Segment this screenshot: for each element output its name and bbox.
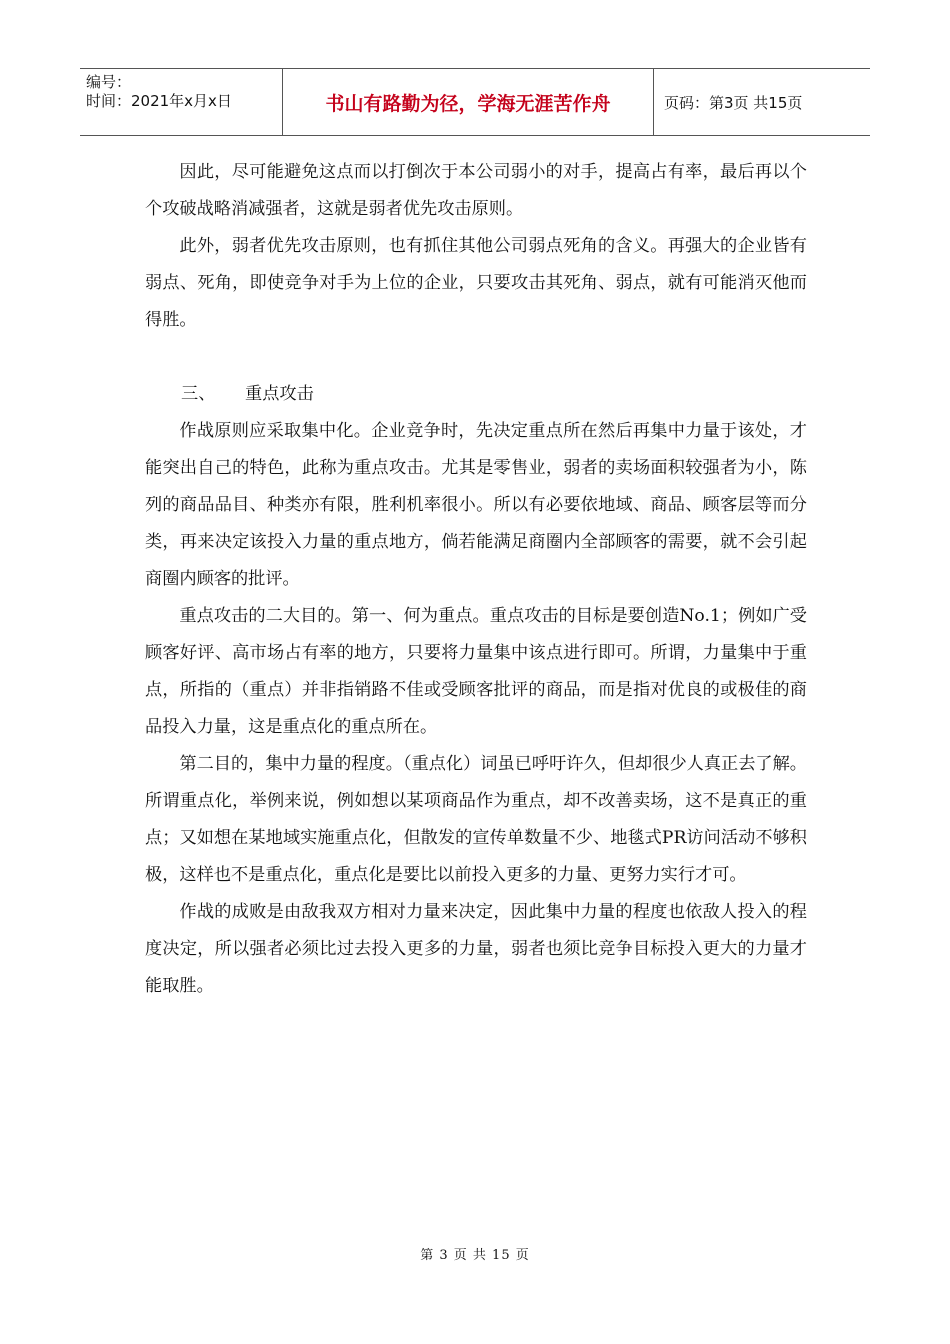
section-title: 重点攻击 — [245, 384, 314, 404]
header-page-info: 页码：第3页 共15页 — [664, 93, 803, 112]
paragraph: 第二目的，集中力量的程度。（重点化）词虽已呼吁许久，但却很少人真正去了解。所谓重点化，举例来说，例如想以某项商品作为重点，却不改善卖场，这不是真正的重点；又如想在某地域实施重点化，但散发的宣传单数量不少、地毯式PR访问活动不够积极，这样也不是重点化，重点化是要比以前投入更多的力量、更努力实行才可。 — [145, 754, 807, 885]
section-number: 三、 — [181, 384, 216, 404]
document-number-label: 编号： — [86, 73, 132, 91]
page-footer: 第 3 页 共 15 页 — [420, 1248, 530, 1263]
page-header — [80, 68, 870, 136]
document-body — [145, 154, 807, 1005]
section-heading — [145, 376, 807, 413]
paragraph: 此外，弱者优先攻击原则，也有抓住其他公司弱点死角的含义。再强大的企业皆有弱点、死角，即使竞争对手为上位的企业，只要攻击其死角、弱点，就有可能消灭他而得胜。 — [145, 236, 807, 330]
paragraph: 作战原则应采取集中化。企业竞争时，先决定重点所在然后再集中力量于该处，才能突出自己的特色，此称为重点攻击。尤其是零售业，弱者的卖场面积较强者为小，陈列的商品品目、种类亦有限，胜利机率很小。所以有必要依地域、商品、顾客层等而分类，再来决定该投入力量的重点地方，倘若能满足商圈内全部顾客的需要，就不会引起商圈内顾客的批评。 — [145, 421, 807, 589]
paragraph: 作战的成败是由敌我双方相对力量来决定，因此集中力量的程度也依敌人投入的程度决定，所以强者必须比过去投入更多的力量，弱者也须比竞争目标投入更大的力量才能取胜。 — [145, 902, 807, 996]
header-motto: 书山有路勤为径，学海无涯苦作舟 — [283, 69, 654, 135]
paragraph: 因此，尽可能避免这点而以打倒次于本公司弱小的对手，提高占有率，最后再以个个攻破战略消减强者，这就是弱者优先攻击原则。 — [145, 162, 807, 219]
document-time-label: 时间：2021年x月x日 — [86, 92, 232, 110]
header-meta — [80, 69, 283, 135]
paragraph: 重点攻击的二大目的。第一、何为重点。重点攻击的目标是要创造No.1；例如广受顾客好评、高市场占有率的地方，只要将力量集中该点进行即可。所谓，力量集中于重点，所指的（重点）并非指销路不佳或受顾客批评的商品，而是指对优良的或极佳的商品投入力量，这是重点化的重点所在。 — [145, 606, 807, 737]
